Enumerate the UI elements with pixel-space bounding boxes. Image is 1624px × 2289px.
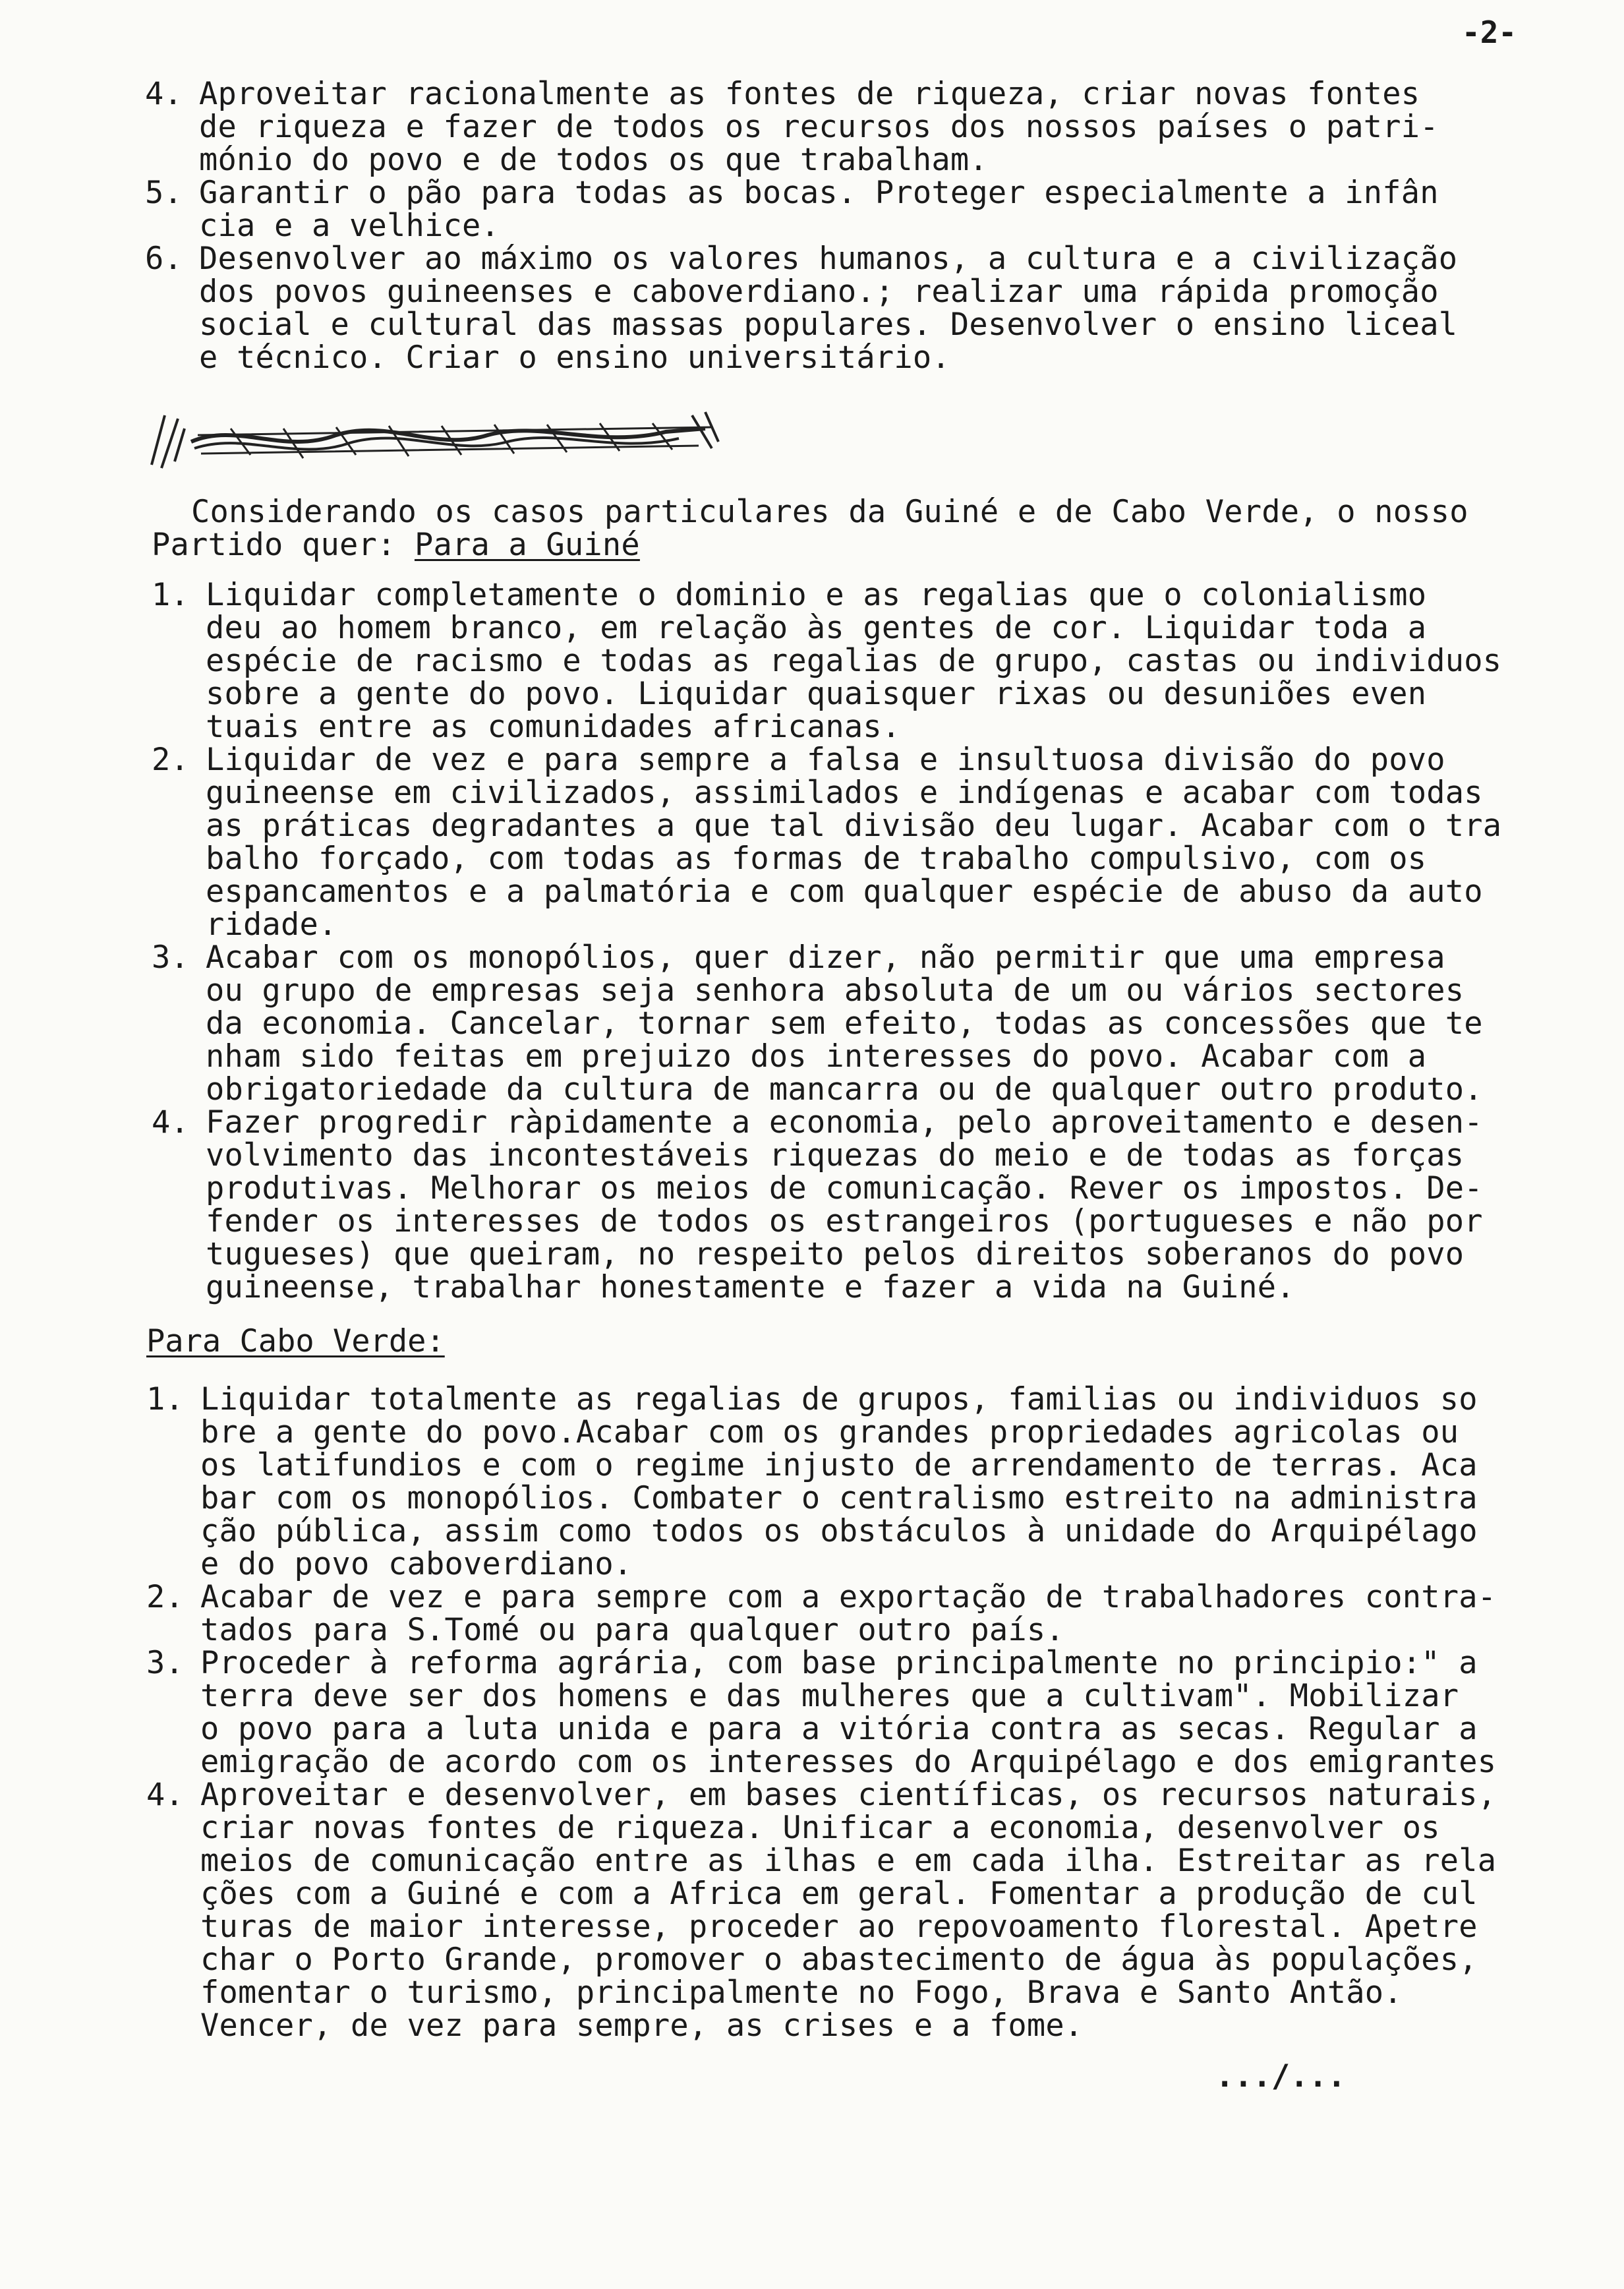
item-line: Liquidar de vez e para sempre a falsa e insultuosa divisão do povo xyxy=(206,742,1445,778)
item-line: Aproveitar racionalmente as fontes de riqueza, criar novas fontes xyxy=(199,76,1420,112)
intro-line-2 xyxy=(145,529,1569,562)
item-line: ções com a Guiné e com a Africa em geral. Fomentar a produção de cul xyxy=(200,1876,1478,1912)
item-line: sobre a gente do povo. Liquidar quaisquer rixas ou desuniões even xyxy=(206,676,1427,712)
item-line: ou grupo de empresas seja senhora absoluta de um ou vários sectores xyxy=(206,972,1464,1009)
item-line: tados para S.Tomé ou para qualquer outro país. xyxy=(200,1612,1064,1648)
item-line: bar com os monopólios. Combater o centralismo estreito na administra xyxy=(200,1480,1478,1516)
item-line: tugueses) que queiram, no respeito pelos direitos soberanos do povo xyxy=(206,1236,1464,1272)
item-number: 3. xyxy=(146,1645,184,1681)
list-item xyxy=(152,1106,1575,1304)
item-line: cia e a velhice. xyxy=(199,208,500,244)
item-line: as práticas degradantes a que tal divisão deu lugar. Acabar com o tra xyxy=(206,808,1502,844)
crossed-out-text-scribble xyxy=(138,402,732,475)
item-line: tuais entre as comunidades africanas. xyxy=(206,709,901,745)
item-line: e do povo caboverdiano. xyxy=(200,1546,633,1582)
item-line: Aproveitar e desenvolver, em bases científicas, os recursos naturais, xyxy=(200,1777,1497,1813)
item-line: Acabar com os monopólios, quer dizer, não permitir que uma empresa xyxy=(206,939,1445,976)
item-line: fender os interesses de todos os estrangeiros (portugueses e não por xyxy=(206,1203,1483,1239)
item-number: 4. xyxy=(145,76,183,112)
item-line: Desenvolver ao máximo os valores humanos, a cultura e a civilização xyxy=(199,241,1458,277)
item-line: ridade. xyxy=(206,907,337,943)
item-line: obrigatoriedade da cultura de mancarra ou de qualquer outro produto. xyxy=(206,1071,1483,1108)
page-number: -2- xyxy=(1462,15,1517,50)
item-line: turas de maior interesse, proceder ao repovoamento florestal. Apetre xyxy=(200,1909,1478,1945)
list-item xyxy=(152,579,1575,744)
list-item xyxy=(145,243,1569,374)
item-line: meios de comunicação entre as ilhas e em cada ilha. Estreitar as rela xyxy=(200,1843,1497,1879)
item-line: Proceder à reforma agrária, com base principalmente no principio:" a xyxy=(200,1645,1478,1681)
item-number: 5. xyxy=(145,175,183,211)
item-line: Garantir o pão para todas as bocas. Proteger especialmente a infân xyxy=(199,175,1439,211)
list-item xyxy=(146,1779,1570,2042)
item-line: produtivas. Melhorar os meios de comunicação. Rever os impostos. De- xyxy=(206,1170,1483,1206)
item-line: Vencer, de vez para sempre, as crises e a fome. xyxy=(200,2007,1084,2044)
cabo-verde-heading: Para Cabo Verde: xyxy=(146,1323,445,1359)
item-line: guineense em civilizados, assimilados e indígenas e acabar com todas xyxy=(206,775,1483,811)
item-line: e técnico. Criar o ensino universitário. xyxy=(199,340,950,376)
item-line: Liquidar completamente o dominio e as regalias que o colonialismo xyxy=(206,577,1427,613)
item-line: volvimento das incontestáveis riquezas do meio e de todas as forças xyxy=(206,1137,1464,1174)
item-line: os latifundios e com o regime injusto de arrendamento de terras. Aca xyxy=(200,1447,1478,1483)
item-line: emigração de acordo com os interesses do Arquipélago e dos emigrantes xyxy=(200,1744,1497,1780)
item-number: 4. xyxy=(152,1104,189,1141)
cabo-verde-item-list xyxy=(146,1383,1570,2042)
list-item xyxy=(146,1647,1570,1779)
list-item xyxy=(145,78,1569,177)
list-item xyxy=(152,941,1575,1106)
item-line: Acabar de vez e para sempre com a exportação de trabalhadores contra- xyxy=(200,1579,1497,1615)
item-line: nham sido feitas em prejuizo dos interesses do povo. Acabar com a xyxy=(206,1038,1427,1075)
item-line: espancamentos e a palmatória e com qualquer espécie de abuso da auto xyxy=(206,874,1483,910)
item-line: social e cultural das massas populares. Desenvolver o ensino liceal xyxy=(199,307,1458,343)
item-line: dos povos guineenses e caboverdiano.; realizar uma rápida promoção xyxy=(199,274,1439,310)
item-line: char o Porto Grande, promover o abastecimento de água às populações, xyxy=(200,1942,1478,1978)
item-line: balho forçado, com todas as formas de trabalho compulsivo, com os xyxy=(206,841,1427,877)
item-line: da economia. Cancelar, tornar sem efeito, todas as concessões que te xyxy=(206,1005,1483,1042)
item-line: fomentar o turismo, principalmente no Fogo, Brava e Santo Antão. xyxy=(200,1975,1403,2011)
item-number: 3. xyxy=(152,939,189,976)
intro-line: Considerando os casos particulares da Guiné e de Cabo Verde, o nosso xyxy=(191,494,1468,530)
list-item xyxy=(146,1581,1570,1647)
item-line: bre a gente do povo.Acabar com os grandes propriedades agricolas ou xyxy=(200,1414,1459,1450)
item-number: 2. xyxy=(152,742,189,778)
item-number: 1. xyxy=(152,577,189,613)
item-number: 6. xyxy=(145,241,183,277)
list-item xyxy=(152,744,1575,941)
item-line: Liquidar totalmente as regalias de grupos, familias ou individuos so xyxy=(200,1381,1478,1417)
top-item-list xyxy=(145,78,1569,374)
intro-paragraph xyxy=(145,496,1569,562)
continuation-mark: .../... xyxy=(1215,2058,1347,2095)
list-item xyxy=(145,177,1569,243)
item-line: deu ao homem branco, em relação às gentes de cor. Liquidar toda a xyxy=(206,610,1427,646)
item-line: guineense, trabalhar honestamente e fazer a vida na Guiné. xyxy=(206,1269,1295,1305)
guine-heading: Para a Guiné xyxy=(414,527,640,563)
guine-item-list xyxy=(152,579,1575,1304)
item-number: 2. xyxy=(146,1579,184,1615)
item-number: 1. xyxy=(146,1381,184,1417)
list-item xyxy=(146,1383,1570,1581)
item-line: o povo para a luta unida e para a vitória contra as secas. Regular a xyxy=(200,1711,1478,1747)
intro-prefix: Partido quer: xyxy=(152,527,415,563)
item-line: criar novas fontes de riqueza. Unificar a economia, desenvolver os xyxy=(200,1810,1440,1846)
item-number: 4. xyxy=(146,1777,184,1813)
item-line: terra deve ser dos homens e das mulheres que a cultivam". Mobilizar xyxy=(200,1678,1459,1714)
item-line: de riqueza e fazer de todos os recursos dos nossos países o patri- xyxy=(199,109,1439,145)
item-line: espécie de racismo e todas as regalias de grupo, castas ou individuos xyxy=(206,643,1502,679)
item-line: mónio do povo e de todos os que trabalham. xyxy=(199,142,988,178)
item-line: Fazer progredir ràpidamente a economia, pelo aproveitamento e desen- xyxy=(206,1104,1483,1141)
item-line: ção pública, assim como todos os obstáculos à unidade do Arquipélago xyxy=(200,1513,1478,1549)
